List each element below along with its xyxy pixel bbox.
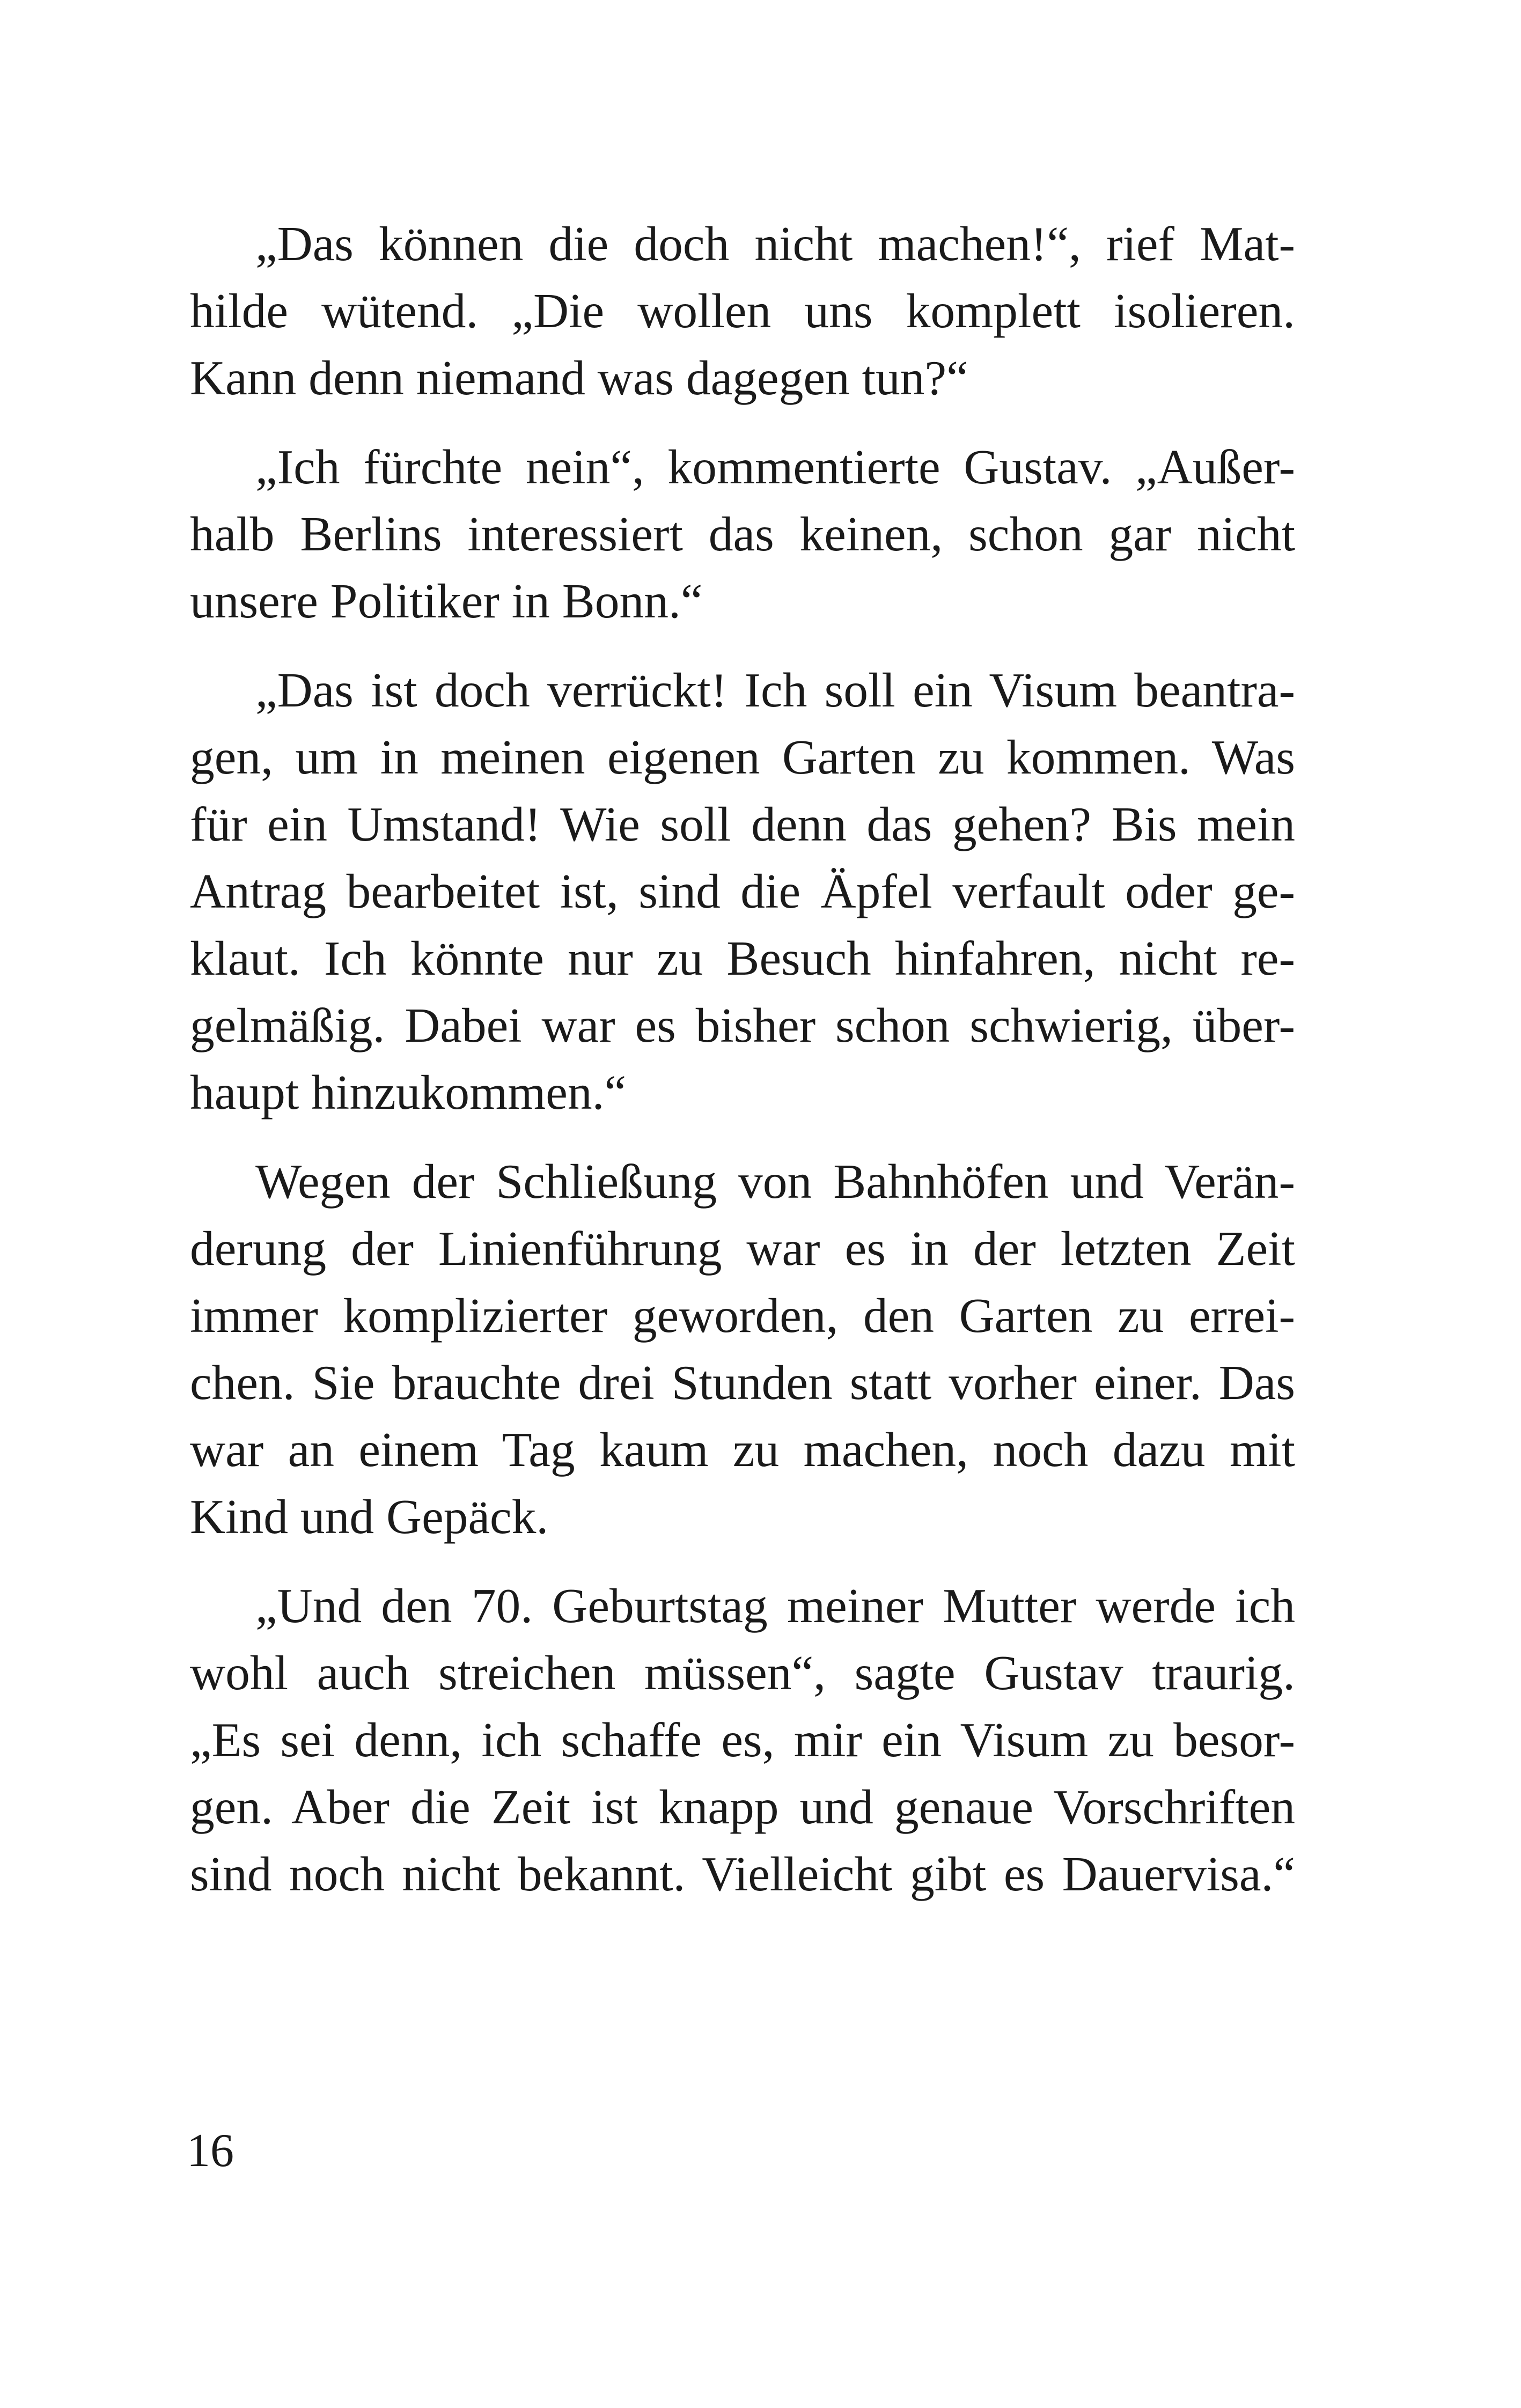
text-line: gen. Aber die Zeit ist knapp und genaue Vorschriften [190, 1779, 1295, 1834]
text-line: haupt hinzukommen.“ [190, 1065, 627, 1120]
paragraph-1 [190, 210, 1295, 411]
text-line: immer komplizierter geworden, den Garten zu errei- [190, 1288, 1295, 1343]
text-line: war an einem Tag kaum zu machen, noch dazu mit [190, 1422, 1295, 1477]
text-line: chen. Sie brauchte drei Stunden statt vorher einer. Das [190, 1355, 1295, 1410]
text-line: Kann denn niemand was dagegen tun?“ [190, 350, 968, 405]
text-line: hilde wütend. „Die wollen uns komplett isolieren. [190, 283, 1295, 338]
page-number: 16 [187, 2125, 234, 2177]
text-line: „Ich fürchte nein“, kommentierte Gustav. „Außer- [255, 439, 1295, 494]
text-line: halb Berlins interessiert das keinen, schon gar nicht [190, 506, 1295, 561]
text-line: Wegen der Schließung von Bahnhöfen und Verän- [255, 1154, 1295, 1209]
paragraph-4 [190, 1148, 1295, 1550]
text-line: derung der Linienführung war es in der letzten Zeit [190, 1221, 1295, 1276]
paragraph-2 [190, 433, 1295, 635]
text-line: klaut. Ich könnte nur zu Besuch hinfahren, nicht re- [190, 931, 1295, 985]
text-line: unsere Politiker in Bonn.“ [190, 573, 703, 628]
text-line: Antrag bearbeitet ist, sind die Äpfel verfault oder ge- [190, 864, 1295, 918]
text-line: wohl auch streichen müssen“, sagte Gustav traurig. [190, 1645, 1295, 1700]
text-line: „Das ist doch verrückt! Ich soll ein Visum beantra- [255, 662, 1295, 717]
body-text [190, 210, 1295, 1930]
paragraph-3 [190, 657, 1295, 1126]
text-line: für ein Umstand! Wie soll denn das gehen? Bis mein [190, 797, 1295, 851]
text-line: gen, um in meinen eigenen Garten zu kommen. Was [190, 730, 1295, 784]
text-line: „Das können die doch nicht machen!“, rief Mat- [255, 216, 1295, 271]
text-line: Kind und Gepäck. [190, 1489, 549, 1544]
text-line: „Es sei denn, ich schaffe es, mir ein Visum zu besor- [190, 1712, 1295, 1767]
text-line: „Und den 70. Geburtstag meiner Mutter werde ich [255, 1578, 1295, 1633]
text-line: gelmäßig. Dabei war es bisher schon schwierig, über- [190, 998, 1295, 1052]
text-line: sind noch nicht bekannt. Vielleicht gibt es Dauervisa.“ [190, 1846, 1295, 1901]
paragraph-5 [190, 1572, 1295, 1908]
